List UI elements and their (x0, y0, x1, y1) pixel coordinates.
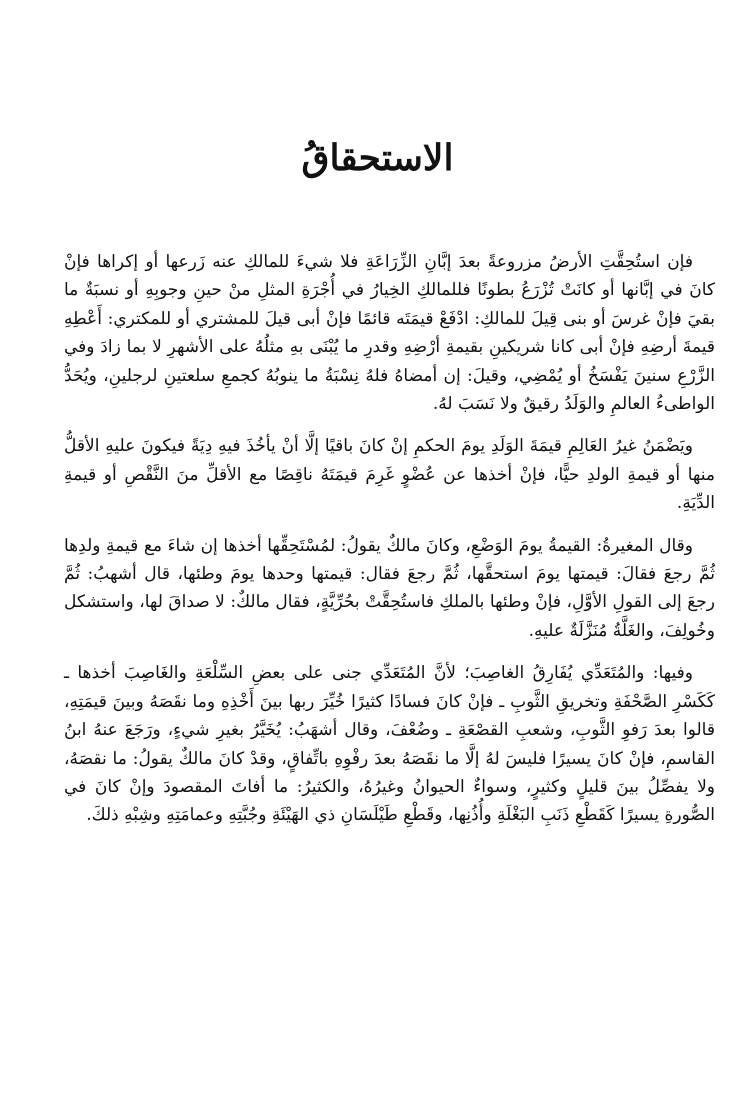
paragraph-3: وقال المغيرةُ: القيمةُ يومَ الوَضْعِ، وكانَ مالكٌ يقولُ: لمُسْتَحِقِّها أخذها إن شاءَ مع قيمةِ ولدِها ثُمَّ رجعَ فقالَ: قيمتها يومَ استحقَّها، ثُمَّ رجعَ فقال: قيمتها وحدها يومَ وطئها، قال أشهبُ: ثُمَّ رجعَ إلى القولِ الأوَّلِ، فإنْ وطئها بالملكِ فاستُحِقَّتْ بحُرِّيَّةٍ، فقال مالكٌ: لا صداقَ لها، واستشكل وخُولِفَ، والغَلَّةُ مُنَزَّلَةٌ عليهِ. (64, 535, 715, 641)
body-text (64, 248, 715, 844)
paragraph-4: وفيها: والمُتَعَدِّي يُفَارِقُ الغاصِبَ؛ لأنَّ المُتَعَدِّي جنى على بعضِ السِّلْعَةِ والغَاصِبَ أخذها ـ كَكَسْرِ الصَّحْفَةِ وتخريقِ الثَّوبِ ـ فإنْ كانَ فسادًا كثيرًا خُيِّرَ ربها بينَ أَخْذِهِ وما نقَصَهُ وبينَ قيمَتِهِ، قالوا بعدَ رَفوِ الثَّوبِ، وشعبِ القصْعَةِ ـ وضُعْفَ، وقال أشهَبُ: يُخَيَّرُ بغيرِ شيءٍ، ورَجَعَ عنهُ ابنُ القاسمِ، فإنْ كانَ يسيرًا فليسَ لهُ إلَّا ما نقَصَهُ بعدَ رفْوِهِ باتِّفاقٍ، وقدْ كانَ مالكٌ يقولُ: ما نقصَهُ، ولا يفصِّلُ بينَ قليلٍ وكثيرٍ، وسواءٌ الحيوانُ وغيرُهُ، والكثيرُ: ما أفاتَ المقصودَ وإنْ كانَ في الصُّورةِ يسيرًا كَقَطْعِ ذَنَبِ البَغْلَةِ وأُذُنِها، وقَطْعِ طَيْلَسَانِ ذي الهَيْئَةِ وجُبَّتِهِ وعمامَتِهِ وشِبْهِ ذلكَ. (64, 663, 715, 826)
paragraph-2: ويَضْمَنُ غيرُ العَالِمِ قيمَةَ الوَلَدِ يومَ الحكمِ إنْ كانَ باقيًا إلَّا أنْ يأخُذَ فيهِ دِيَةً فيكونَ عليهِ الأقلُّ منها أو قيمةِ الولدِ حيًّا، فإنْ أخذها عن عُضْوٍ غَرِمَ قيمَتَهُ ناقِصًا مع الأقلِّ منَ النَّقْصِ أو قيمةِ الدِّيَةِ. (64, 436, 715, 514)
chapter-title: الاستحقاقُ (301, 137, 454, 179)
paragraph-1: فإن استُحِقَّتِ الأرضُ مزروعةً بعدَ إبَّانِ الزِّرَاعَةِ فلا شيءَ للمالكِ عنه زَرعها أو إكراها فإنْ كانَ في إبَّانها أو كانَتْ تُزْرَعُ بطونًا فللمالكِ الخِيارُ في أُجْرَةِ المثلِ منْ حينِ وجوبِهِ أو نسبَةٌ ما بقيَ فإنْ غرسَ أو بنى قِيلَ للمالكِ: ادْفَعْ قيمَتَه قائمًا فإنْ أبى قيلَ للمشتري أو للمكتري: أَعْطِهِ قيمةَ أرضِهِ فإنْ أبى كانا شريكينِ بقيمةِ أرْضِهِ وقدرِ ما يُبْنَى بهِ مثلُهُ على الأشهرِ لا بما زادَ وفي الزَّرْعِ سنينَ يَفْسَخُ أو يُمْضِي، وقيلَ: إن أمضاهُ فلهُ نِسْبَةُ ما ينوبُهُ كجمعِ سلعتينِ لرجلينِ، ويُحَدُّ الواطىءُ العالمِ والوَلَدُ رقيقٌ ولا نَسَبَ لهُ. (64, 252, 715, 415)
